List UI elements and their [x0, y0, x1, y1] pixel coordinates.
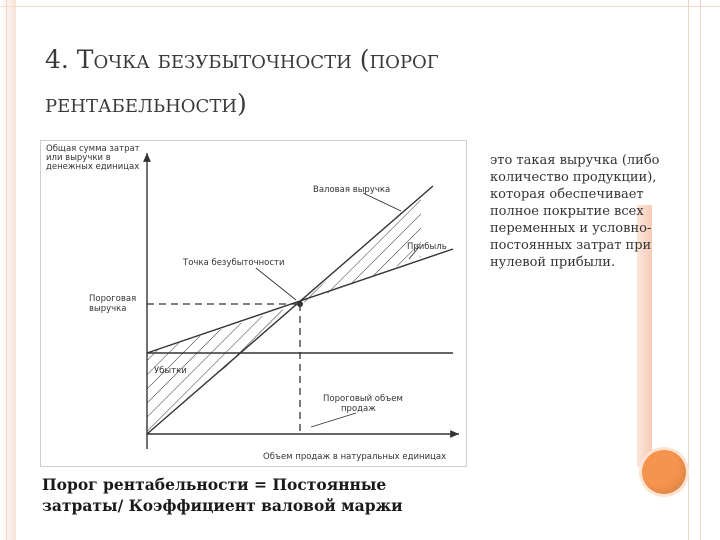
accent-circle [642, 450, 686, 494]
revenue-leader [363, 193, 401, 211]
loss-label: Убытки [154, 366, 187, 376]
left-decorative-band [0, 0, 16, 540]
decorative-line [0, 6, 720, 7]
formula-text: Порог рентабельности = Постоянные затраты/ Коэффициент валовой маржи [42, 475, 403, 515]
threshold-revenue-label: Пороговая выручка [89, 294, 137, 314]
breakeven-label: Точка безубыточности [183, 258, 285, 268]
threshold-volume-label: Пороговый объем продаж [323, 394, 403, 414]
profit-label: Прибыль [407, 242, 447, 252]
decorative-line [700, 0, 701, 540]
breakeven-point [297, 301, 303, 307]
definition-text: это такая выручка (либо количество продукции), которая обеспечивает полное покрытие всех переменных и условно-постоянных затрат при нулевой прибыли. [490, 153, 660, 270]
breakeven-leader [256, 268, 296, 300]
breakeven-diagram [40, 140, 467, 467]
decorative-line [688, 0, 689, 540]
y-axis-label: Общая сумма затрат или выручки в денежных единицах [46, 144, 140, 172]
revenue-label: Валовая выручка [313, 185, 391, 195]
threshold-volume-leader [311, 413, 356, 427]
x-axis-label: Объем продаж в натуральных единицах [263, 452, 447, 462]
slide-title: 4. Точка безубыточности (порог рентабельности) [45, 45, 439, 118]
decorative-line [6, 0, 7, 540]
